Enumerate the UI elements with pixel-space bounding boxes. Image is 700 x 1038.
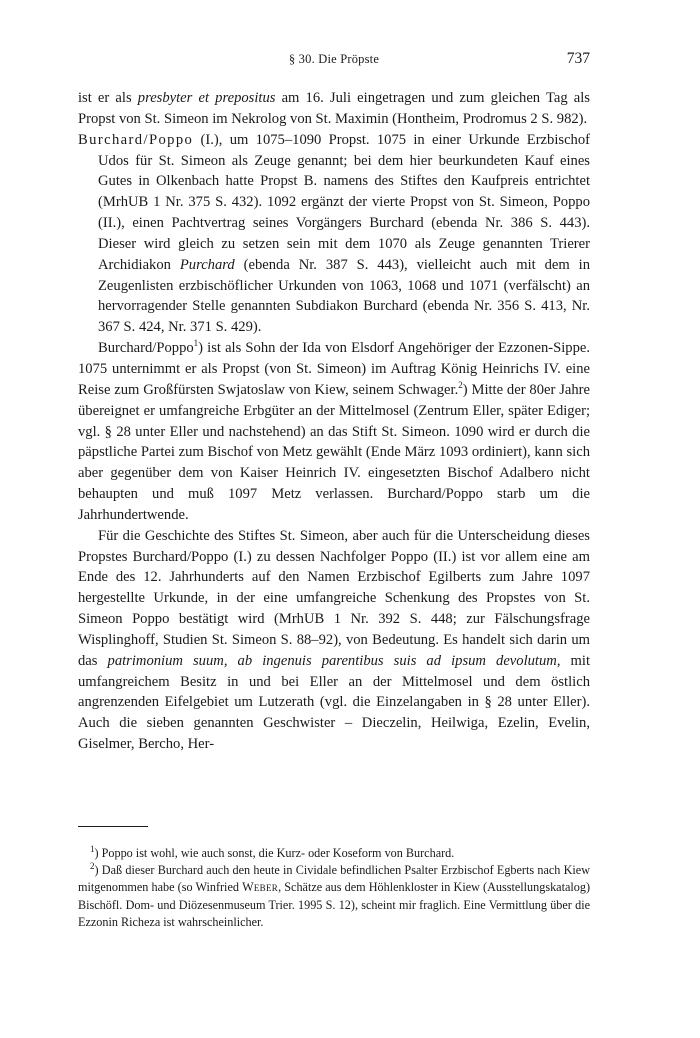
paragraph-history bbox=[78, 526, 590, 755]
text-run: ) Mitte der 80er Jahre übereignet er umfangreiche Erbgüter an der Mittelmosel (Zentrum Eller, später Ediger; vgl. § 28 unter Eller und nachstehend) an das Stift St. Simeon. 1090 wird er durch die päpstliche Partei zum Bischof von Metz gewählt (Ende März 1093 ordiniert), kann sich aber gegenüber dem von Kaiser Heinrich IV. eingesetzten Bischof Adalbero nicht behaupten und muß 1097 Metz verlassen. Burchard/Poppo starb um die Jahrhundertwende. bbox=[78, 381, 590, 523]
footnote-text: ) Poppo ist wohl, wie auch sonst, die Kurz- oder Koseform von Burchard. bbox=[94, 846, 455, 860]
paragraph-continuation bbox=[78, 88, 590, 130]
entry-burchard-poppo bbox=[78, 130, 590, 338]
text-run: Für die Geschichte des Stiftes St. Simeon, aber auch für die Unterscheidung dieses Propstes Burchard/Poppo (I.) zu dessen Nachfolger Poppo (II.) ist vor allem eine am Ende des 12. Jahrhunderts auf den Namen Erzbischof Egilberts zum Jahre 1097 hergestellte Urkunde, in der eine umfangreiche Schenkung des Propstes von St. Simeon Poppo bestätigt wird (MrhUB 1 Nr. 392 S. 448; zur Fälschungsfrage Wisplinghoff, Studien St. Simeon S. 88–92), von Bedeutung. Es handelt sich darin um das bbox=[78, 527, 590, 669]
text-run: ) ist als Sohn der Ida von Elsdorf Angehöriger der Ezzonen-Sippe. 1075 unternimmt er als Propst (von St. Simeon) im Auftrag König Heinrichs IV. eine Reise zum Großfürsten Swjatoslaw von Kiew, seinem Schwager. bbox=[78, 340, 590, 398]
main-text bbox=[78, 88, 590, 755]
footnote-2 bbox=[78, 862, 590, 931]
author-name: Weber bbox=[242, 880, 279, 895]
text-run: ist er als bbox=[78, 90, 138, 106]
footnote-text: , Schätze aus dem Höhlenkloster in Kiew (Ausstellungskatalog) Bischöfl. Dom- und Diözesenmuseum Trier. 1995 S. 12), scheint mir fraglich. Eine Vermittlung über die Ezzonin Richeza ist wahrscheinlicher. bbox=[78, 880, 590, 929]
footnote-ref-1[interactable]: 1 bbox=[193, 338, 199, 349]
text-run: am 16. Juli eingetragen und zum gleichen Tag als Propst von St. Simeon im Nekrolog von St. Maximin (Hontheim, Prodromus 2 S. 982). bbox=[78, 90, 590, 127]
entry-heading-name: Burchard/Poppo bbox=[78, 131, 194, 148]
page-header bbox=[78, 52, 590, 72]
footnotes bbox=[78, 845, 590, 931]
footnote-ref-2[interactable]: 2 bbox=[458, 379, 463, 390]
footnote-1 bbox=[78, 845, 590, 862]
footnote-rule bbox=[78, 826, 148, 827]
footnote-text: ) Daß dieser Burchard auch den heute in Cividale befindlichen Psalter Erzbischof Egberts nach Kiew mitgenommen habe (so Winfried bbox=[78, 863, 590, 895]
latin-quote: presbyter et prepositus bbox=[137, 90, 276, 106]
paragraph-biography bbox=[78, 338, 590, 526]
italic-name: Purchard bbox=[179, 256, 235, 273]
text-run: (I.), um 1075–1090 Propst. 1075 in einer Urkunde Erzbischof Udos für St. Simeon als Zeuge genannt; bei dem hier beurkundeten Kauf eines Gutes in Olkenbach hatte Propst B. namens des Stiftes den Kaufpreis entrichtet (MrhUB 1 Nr. 375 S. 432). 1092 ergänzt der vierte Propst von St. Simeon, Poppo (II.), einen Pachtvertrag seines Vorgängers Burchard (ebenda Nr. 386 S. 443). Dieser wird gleich zu setzen sein mit dem 1070 als Zeuge genannten Trierer Archidiakon bbox=[98, 131, 590, 273]
text-run: (ebenda Nr. 387 S. 443), vielleicht auch mit dem in Zeugenlisten erzbischöflicher Urkunden von 1063, 1068 und 1071 (verfälscht) an hervorragender Stelle genannten Subdiakon Burchard (ebenda Nr. 356 S. 413, Nr. 367 S. 424, Nr. 371 S. 429). bbox=[98, 256, 590, 336]
page-number: 737 bbox=[566, 50, 590, 67]
text-run: , mit umfangreichem Besitz in und bei Eller an der Mittelmosel und dem östlich angrenzenden Eifelgebiet um Lutzerath (vgl. die Einzelangaben in § 28 unter Eller). Auch die sieben genannten Geschwister – Dieczelin, Heilwiga, Ezelin, Evelin, Giselmer, Bercho, Her- bbox=[78, 652, 591, 753]
running-title: § 30. Die Pröpste bbox=[288, 52, 380, 66]
latin-quote: patrimonium suum, ab ingenuis parentibus suis ad ipsum devolutum bbox=[107, 652, 557, 669]
text-run: Burchard/Poppo bbox=[98, 340, 194, 357]
footnote-mark: 2 bbox=[90, 861, 95, 872]
footnote-mark: 1 bbox=[90, 843, 95, 854]
